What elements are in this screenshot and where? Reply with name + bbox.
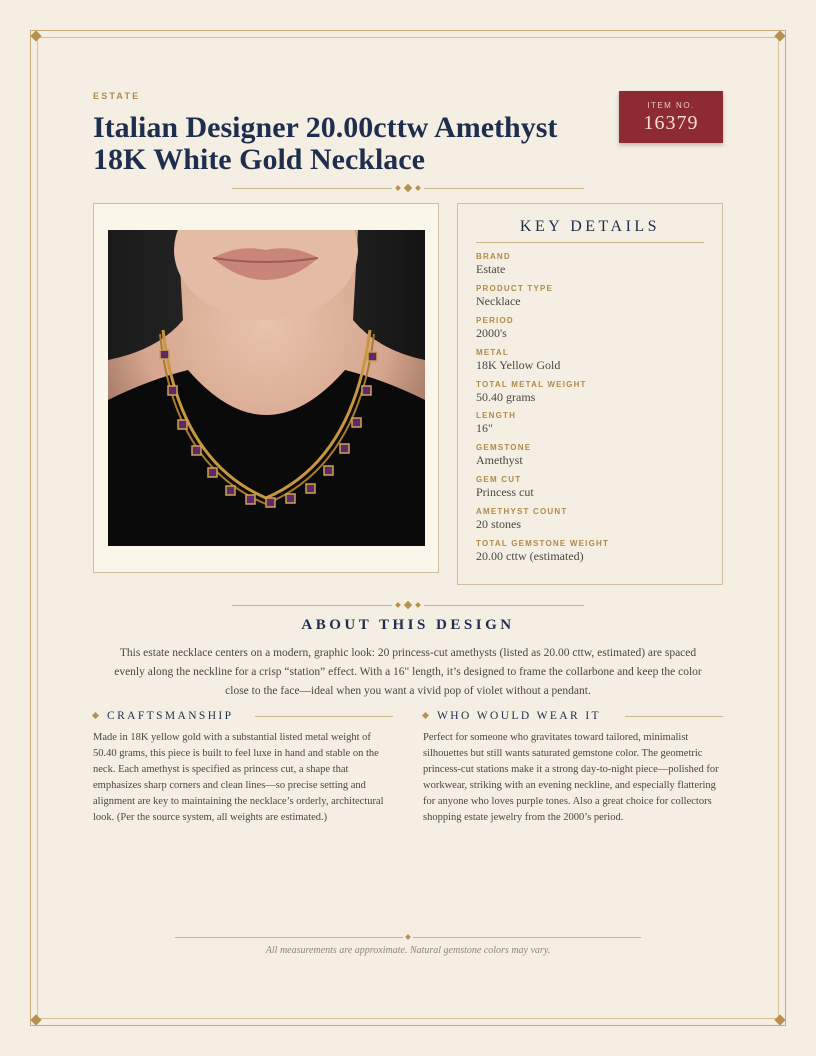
detail-length [476,411,706,436]
product-title: Italian Designer 20.00cttw Amethyst 18K White Gold Necklace [93,111,558,176]
heading-rule [255,716,393,717]
detail-value: Princess cut [476,485,534,499]
detail-label: GEMSTONE [476,443,532,452]
detail-label: PRODUCT TYPE [476,284,554,293]
key-details-rule [476,242,704,243]
title-divider [424,188,584,189]
detail-label: TOTAL GEMSTONE WEIGHT [476,539,610,548]
who-would-wear-title: WHO WOULD WEAR IT [437,710,601,722]
detail-label: BRAND [476,252,511,261]
title-divider [232,188,392,189]
detail-value: 16" [476,421,493,435]
category-eyebrow: ESTATE [93,91,141,101]
who-would-wear-body: Perfect for someone who gravitates toward tailored, minimalist silhouettes but still wants saturated gemstone color. The geometric princess-cut stations make it a strong day-to-night piece—polished for workwear, striking with an evening neckline, and especially flattering for anyone who loves purple tones. Also a great choice for collectors shopping estate jewelry from the 2000’s period. [423,732,719,823]
detail-value: Amethyst [476,453,523,467]
detail-label: GEM CUT [476,475,522,484]
detail-amethyst-count [476,507,706,532]
footer-divider [413,937,641,938]
detail-value: 2000's [476,326,507,340]
footer-divider [175,937,403,938]
about-divider [424,605,584,606]
product-photo [108,230,425,546]
item-number-label: ITEM NO. [647,101,695,110]
item-number-badge [619,91,723,143]
about-title: ABOUT THIS DESIGN [301,617,515,633]
diamond-bullet-icon [422,712,429,719]
detail-value: 20 stones [476,517,521,531]
detail-value: 50.40 grams [476,390,536,404]
detail-metal [476,348,706,373]
about-body: This estate necklace centers on a modern, graphic look: 20 princess-cut amethysts (listed as 20.00 cttw, estimated) are spaced evenly along the neckline for a crisp “station” effect. With a 16" length, it’s designed to frame the collarbone and keep the color close to the face—ideal when you want a vivid pop of violet without a pendant. [114,647,702,697]
detail-value: 20.00 cttw (estimated) [476,549,584,563]
detail-label: METAL [476,348,509,357]
detail-value: Estate [476,262,506,276]
craftsmanship-body: Made in 18K yellow gold with a substantial listed metal weight of 50.40 grams, this piece is built to feel luxe in hand and stable on the neck. Each amethyst is specified as princess cut, a shape that emphasizes sharp corners and clean lines—so precise setting and alignment are key to maintaining the necklace’s orderly, architectural look. (Per the source system, all weights are estimated.) [93,732,384,823]
detail-label: TOTAL METAL WEIGHT [476,380,587,389]
key-details-title: KEY DETAILS [519,218,661,235]
detail-gemstone [476,443,706,468]
detail-total-metal-weight [476,380,706,405]
detail-total-gemstone-weight [476,539,706,564]
who-would-wear-heading [423,710,723,722]
necklace-photo-illustration [108,230,425,546]
diamond-bullet-icon [92,712,99,719]
detail-label: PERIOD [476,316,514,325]
key-details-panel [457,203,723,585]
product-photo-frame [93,203,439,573]
detail-value: Necklace [476,294,521,308]
detail-label: AMETHYST COUNT [476,507,568,516]
detail-period [476,316,706,341]
craftsmanship-heading [93,710,393,722]
detail-gem-cut [476,475,706,500]
about-divider [232,605,392,606]
detail-product-type [476,284,706,309]
detail-value: 18K Yellow Gold [476,358,561,372]
footer-note: All measurements are approximate. Natural gemstone colors may vary. [265,945,551,956]
heading-rule [625,716,723,717]
detail-label: LENGTH [476,411,517,420]
craftsmanship-title: CRAFTSMANSHIP [107,710,234,722]
item-number: 16379 [643,112,699,134]
detail-brand [476,252,706,277]
